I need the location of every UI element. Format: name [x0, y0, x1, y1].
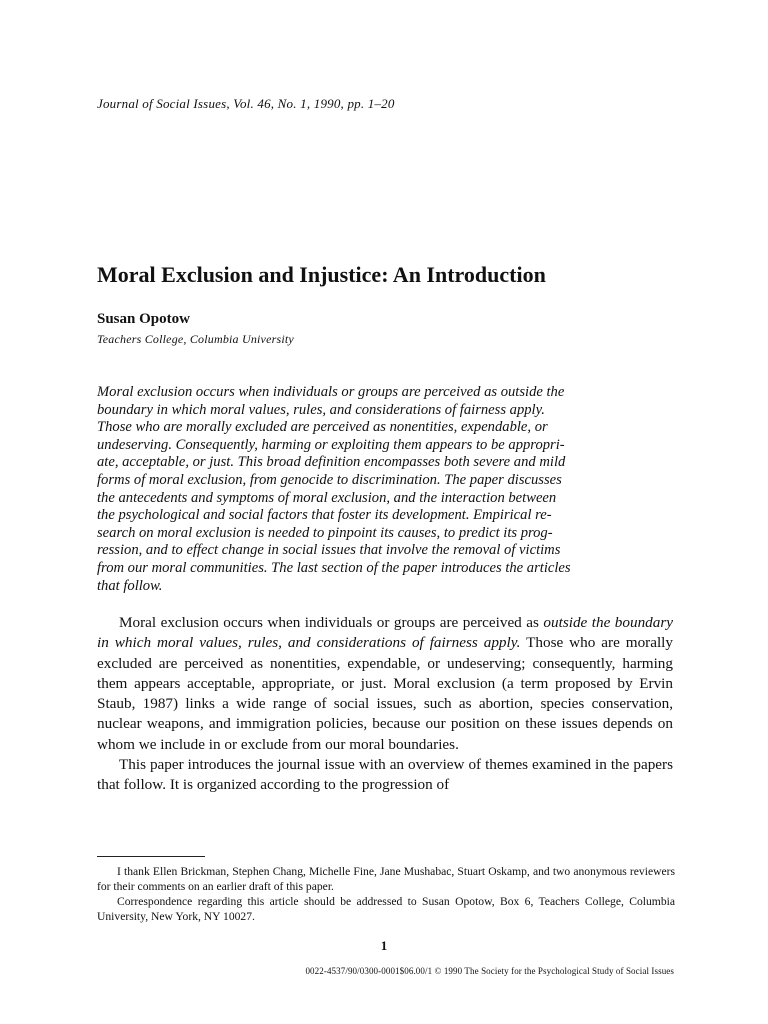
- abstract: [97, 384, 673, 595]
- abstract-line: Moral exclusion occurs when individuals or groups are perceived as outside the: [97, 384, 565, 400]
- body-paragraph-1-italic: outside the boundary in which moral values, rules, and considerations of fairness apply.: [97, 614, 674, 652]
- footnote-rule: [97, 856, 205, 857]
- journal-citation-header: Journal of Social Issues, Vol. 46, No. 1, 1990, pp. 1–20: [97, 96, 395, 111]
- abstract-line: boundary in which moral values, rules, and considerations of fairness apply.: [97, 401, 545, 418]
- abstract-line: from our moral communities. The last section of the paper introduces the articles: [97, 559, 571, 576]
- abstract-line: the antecedents and symptoms of moral exclusion, and the interaction between: [97, 489, 557, 506]
- body-paragraph-2: This paper introduces the journal issue with an overview of themes examined in the papers that follow. It is organized according to the progression of: [97, 756, 673, 794]
- abstract-line: search on moral exclusion is needed to pinpoint its causes, to predict its prog-: [97, 524, 553, 541]
- abstract-line: ression, and to effect change in social issues that involve the removal of victims: [97, 542, 561, 559]
- copyright-line: 0022-4537/90/0300-0001$06.00/1 © 1990 The Society for the Psychological Study of Social Issues: [305, 966, 674, 976]
- footnote-acknowledgment: I thank Ellen Brickman, Stephen Chang, Michelle Fine, Jane Mushabac, Stuart Oskamp, and two anonymous reviewers for their comments on an earlier draft of this paper.: [97, 865, 675, 893]
- body-paragraph-1-rest: Those who are morally excluded are perceived as nonentities, expendable, or undeserving; consequently, harming them appears acceptable, appropriate, or just. Moral exclusion (a term proposed by Ervin Staub, 1987) links a wide range of social issues, such as abortion, species conservation, nuclear weapons, and immigration policies, because our position on these issues depends on whom we include in or exclude from our moral boundaries.: [97, 634, 673, 753]
- page-number: 1: [380, 938, 388, 953]
- abstract-line: that follow.: [97, 577, 163, 594]
- abstract-line: Those who are morally excluded are perceived as nonentities, expendable, or: [97, 419, 548, 436]
- footnotes: [97, 864, 675, 924]
- body-text: [97, 613, 673, 796]
- abstract-line: ate, acceptable, or just. This broad definition encompasses both severe and mild: [97, 454, 566, 471]
- abstract-line: undeserving. Consequently, harming or exploiting them appears to be appropri-: [97, 436, 565, 453]
- article-title: Moral Exclusion and Injustice: An Introduction: [97, 262, 546, 287]
- body-paragraph-1-lead: Moral exclusion occurs when individuals or groups are perceived as: [119, 614, 544, 631]
- body-paragraph-1: [97, 613, 673, 755]
- author-affiliation: Teachers College, Columbia University: [97, 332, 294, 346]
- author-name: Susan Opotow: [97, 311, 190, 327]
- abstract-line: forms of moral exclusion, from genocide to discrimination. The paper discusses: [97, 471, 562, 488]
- abstract-line: the psychological and social factors that foster its development. Empirical re-: [97, 507, 552, 524]
- footnote-correspondence: Correspondence regarding this article should be addressed to Susan Opotow, Box 6, Teachers College, Columbia University, New York, NY 10027.: [97, 895, 675, 923]
